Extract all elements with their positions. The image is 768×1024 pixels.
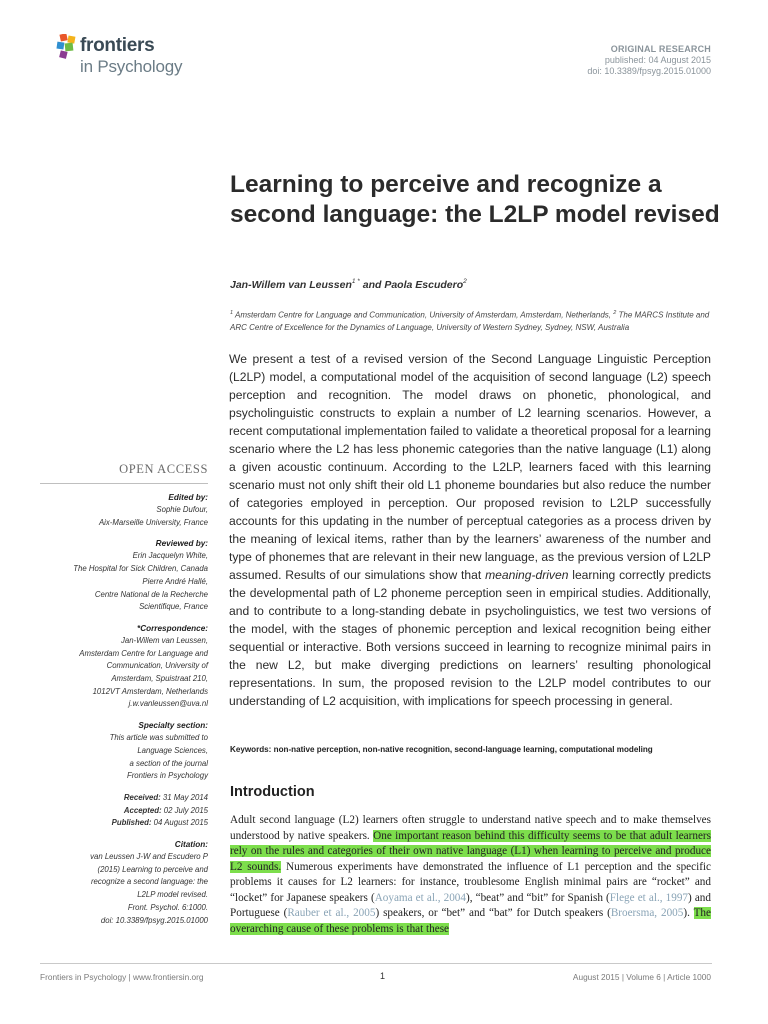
citation-doi[interactable]: doi: 10.3389/fpsyg.2015.01000 <box>100 915 208 925</box>
reviewer-1-name[interactable]: Erin Jacquelyn White, <box>132 551 208 561</box>
author-1[interactable]: Jan-Willem van Leussen <box>230 279 352 291</box>
received-label: Received: <box>123 792 161 802</box>
citation-line: L2LP model revised. <box>137 890 208 900</box>
intro-text-5: ) speakers, or “bet” and “bat” for Dutch speakers ( <box>375 907 611 919</box>
reviewed-by-block <box>40 538 208 614</box>
correspondence-address-line: Amsterdam Centre for Language and <box>79 648 208 658</box>
author-and: and <box>362 279 382 291</box>
specialty-section-block <box>40 720 208 783</box>
article-type: ORIGINAL RESEARCH <box>610 44 711 54</box>
reviewer-1-affiliation: The Hospital for Sick Children, Canada <box>73 564 208 574</box>
article-title: Learning to perceive and recognize a second language: the L2LP model revised <box>230 171 720 228</box>
specialty-line: Frontiers in Psychology <box>126 771 208 781</box>
citation-heading: Citation: <box>174 840 208 850</box>
dates-block <box>40 792 208 830</box>
author-1-sup: 1 * <box>351 278 360 285</box>
edited-by-heading: Edited by: <box>168 493 208 502</box>
intro-text-4: ) and Portuguese ( <box>230 891 711 919</box>
abstract <box>229 350 711 710</box>
reviewer-2-affiliation-line: Scientifique, France <box>139 602 208 612</box>
journal-logo <box>56 34 206 80</box>
citation-line: Front. Psychol. 6:1000. <box>127 902 208 912</box>
article-sidebar <box>40 462 208 936</box>
intro-text-3: ), “beat” and “bit” for Spanish ( <box>466 891 610 904</box>
correspondence-name: Jan-Willem van Leussen, <box>120 635 208 645</box>
doi[interactable]: doi: 10.3389/fpsyg.2015.01000 <box>587 66 711 76</box>
abstract-part-2: learning correctly predicts the developmental path of L2 phoneme perception seen in empirical studies. Additionally, and to contribute to a long-standing debate in psycholinguistics, we test two versions of the model, with the stages of phonemic perception and lexical recognition being either sequential or interactive. Both versions succeed in learning to recognize minimal pairs in the new L2, but make diverging predictions on learners’ resulting phonological representations. In sum, the proposed revision to the L2LP model contributes to our understanding of L2 acquisition, with implications for speech processing in general. <box>229 568 711 708</box>
footer-issue-info: August 2015 | Volume 6 | Article 1000 <box>572 972 711 982</box>
authors <box>230 279 710 291</box>
citation-link[interactable]: Aoyama et al., 2004 <box>374 891 466 904</box>
citation-line: (2015) Learning to perceive and <box>97 864 208 874</box>
affiliations <box>230 307 716 335</box>
citation-line: van Leussen J-W and Escudero P <box>90 852 208 862</box>
affil-2-sup: 2 <box>613 310 617 316</box>
highlight-2[interactable]: The overarching cause of these problems is that these <box>230 907 711 935</box>
received-date: Received: 31 May 2014 <box>123 792 208 802</box>
accepted-date: Accepted: 02 July 2015 <box>123 805 208 815</box>
article-meta <box>587 44 711 77</box>
reviewed-by-heading: Reviewed by: <box>155 539 208 549</box>
keywords-label: Keywords: <box>230 745 272 754</box>
citation-link[interactable]: Broersma, 2005 <box>610 907 684 919</box>
editor-affiliation: Aix-Marseille University, France <box>98 517 208 527</box>
intro-text-2: Numerous experiments have demonstrated the influence of L1 perception and the specific problems it causes for L2 learners: for instance, troublesome English minimal pairs are “rocket” and “locket” for Japanese speakers ( <box>230 860 711 904</box>
published-date: published: 04 August 2015 <box>604 55 711 65</box>
editor-name[interactable]: Sophie Dufour, <box>156 505 208 514</box>
logo-word-journal: in Psychology <box>80 57 183 76</box>
section-heading-introduction: Introduction <box>230 784 315 800</box>
author-2-sup: 2 <box>463 278 467 285</box>
correspondence-email[interactable]: j.w.vanleussen@uva.nl <box>128 699 208 709</box>
introduction-body <box>230 813 711 937</box>
specialty-line: a section of the journal <box>129 758 208 768</box>
intro-text-6: ). <box>683 907 694 919</box>
intro-text-1: Adult second language (L2) learners often struggle to understand native speech and to make themselves understood by native speakers. <box>230 814 711 842</box>
correspondence-address-line: 1012VT Amsterdam, Netherlands <box>92 686 208 696</box>
citation-line: recognize a second language: the <box>90 877 208 887</box>
citation-link[interactable]: Flege et al., 1997 <box>609 891 689 904</box>
correspondence-address-line: Communication, University of <box>106 661 208 671</box>
specialty-heading: Specialty section: <box>138 721 208 731</box>
correspondence-address-line: Amsterdam, Spuistraat 210, <box>111 674 208 684</box>
specialty-line: Language Sciences, <box>137 745 208 755</box>
reviewer-2-affiliation-line: Centre National de la Recherche <box>94 589 208 599</box>
keywords <box>230 745 720 754</box>
correspondence-heading: *Correspondence: <box>137 623 208 633</box>
footer-divider <box>40 963 712 964</box>
citation-link[interactable]: Rauber et al., 2005 <box>287 907 376 919</box>
specialty-line: This article was submitted to <box>109 733 208 743</box>
affil-1: Amsterdam Centre for Language and Communication, University of Amsterdam, Amsterdam, Netherlands, <box>233 310 614 320</box>
abstract-emphasis: meaning-driven <box>485 568 569 582</box>
author-2[interactable]: Paola Escudero <box>384 279 464 291</box>
correspondence-block <box>40 623 208 711</box>
edited-by-block <box>40 492 208 529</box>
sidebar-divider <box>40 483 208 484</box>
published-label: Published: <box>111 818 152 828</box>
open-access-label: OPEN ACCESS <box>119 462 208 476</box>
footer-journal-link[interactable]: Frontiers in Psychology | www.frontiersin.org <box>40 972 204 982</box>
reviewer-2-name[interactable]: Pierre André Hallé, <box>142 576 208 586</box>
published-date-sidebar: Published: 04 August 2015 <box>111 818 208 828</box>
abstract-part-1: We present a test of a revised version of the Second Language Linguistic Perception (L2LP) model, a computational model of the acquisition of second language (L2) speech perception and recognition. The model draws on phonetic, phonological, and psycholinguistic constructs to explain a number of L2 learning scenarios. However, a recent computational implementation failed to validate a theoretical proposal for a learning scenario where the L2 has less phonemic categories than the native language (L1) along a given acoustic continuum. According to the L2LP, learners faced with this learning scenario must not only shift their old L1 phoneme boundaries but also reduce the number of categories employed in perception. Our proposed revision to L2LP successfully accounts for this updating in the number of perceptual categories as a process driven by the meaning of lexical items, rather than by the learners’ awareness of the number and type of phonemes that are relevant in their new language, as the previous version of L2LP assumed. Results of our simulations show that <box>229 352 711 582</box>
citation-block <box>40 839 208 927</box>
logo-word-frontiers: frontiers <box>80 35 155 56</box>
affil-2: The MARCS Institute and ARC Centre of Excellence for the Dynamics of Language, University of Western Sydney, Sydney, NSW, Australia <box>230 310 710 333</box>
highlight-1[interactable]: One important reason behind this difficulty seems to be that adult learners rely on the rules and categories of their own native language (L1) when learning to perceive and produce L2 sounds. <box>230 829 711 873</box>
accepted-label: Accepted: <box>123 805 162 815</box>
frontiers-logo-icon <box>56 34 80 60</box>
page-number: 1 <box>380 971 386 981</box>
keywords-text: non-native perception, non-native recognition, second-language learning, computational modeling <box>271 745 653 754</box>
affil-1-sup: 1 <box>230 310 234 316</box>
